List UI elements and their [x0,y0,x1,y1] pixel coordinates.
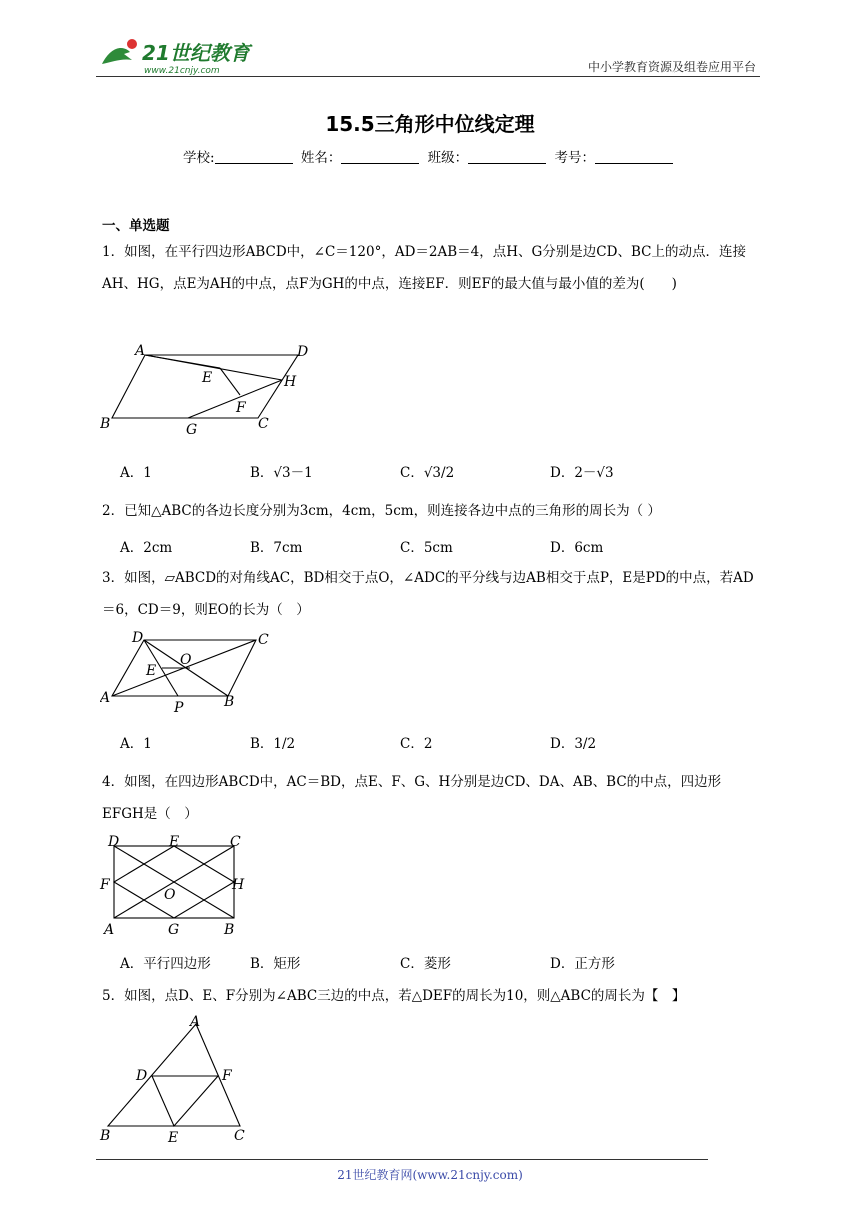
fig4-label-B: B [224,922,235,938]
fig5-label-C: C [234,1128,245,1144]
q3-option-c[interactable]: C．2 [400,736,433,752]
q4-option-d[interactable]: D．正方形 [550,956,615,972]
q2-option-b[interactable]: B．7cm [250,540,303,556]
fig1-label-C: C [258,416,269,432]
student-info-line [0,146,860,166]
q4-option-a[interactable]: A．平行四边形 [120,956,211,972]
fig3-label-P: P [174,700,184,714]
exam-number-blank[interactable] [595,163,673,164]
fig3-label-B: B [224,694,235,710]
fig4-label-O: O [164,887,176,903]
fig1-label-B: B [100,416,111,432]
site-logo [96,34,266,78]
q2-option-c[interactable]: C．5cm [400,540,453,556]
fig1-label-H: H [284,374,297,390]
exam-number-label: 考号： [554,150,595,166]
header-divider [96,76,760,77]
fig1-label-F: F [236,400,246,416]
q4-option-b[interactable]: B．矩形 [250,956,301,972]
q1-option-c[interactable]: C．√3/2 [400,465,455,481]
fig1-label-E: E [202,370,213,386]
figure-5 [98,1010,268,1150]
q4-option-c[interactable]: C．菱形 [400,956,451,972]
q2-option-d[interactable]: D．6cm [550,540,604,556]
class-blank[interactable] [468,163,546,164]
fig5-label-E: E [168,1130,179,1146]
school-label: 学校: [183,150,215,166]
q3-option-d[interactable]: D．3/2 [550,736,597,752]
fig3-label-C: C [258,632,269,648]
header-platform-text: 中小学教育资源及组卷应用平台 [587,60,756,74]
fig4-label-C: C [230,834,241,850]
q1-option-b[interactable]: B．√3－1 [250,465,313,481]
fig5-label-D: D [136,1068,148,1084]
class-label: 班级： [427,150,469,166]
fig4-label-H: H [232,877,245,893]
name-blank[interactable] [341,163,419,164]
fig4-label-G: G [168,922,180,938]
question-3-text: 3．如图，▱ABCD的对角线AC，BD相交于点O，∠ADC的平分线与边AB相交于点P，E是PD的中点，若AD＝6，CD＝9，则EO的长为（ ） [102,570,754,618]
footer-link[interactable]: 21世纪教育网(www.21cnjy.com) [337,1168,523,1182]
page-title: 15.5三角形中位线定理 [325,112,535,136]
question-4-text: 4．如图，在四边形ABCD中，AC＝BD，点E、F、G、H分别是边CD、DA、AB、BC的中点，四边形EFGH是（ ） [102,774,722,822]
fig3-label-E: E [146,663,157,679]
fig3-label-D: D [132,630,144,646]
q3-option-a[interactable]: A．1 [120,736,152,752]
fig3-label-O: O [180,652,192,668]
fig4-label-D: D [108,834,120,850]
fig5-label-F: F [222,1068,232,1084]
fig3-label-A: A [100,690,111,706]
fig1-label-D: D [297,344,309,360]
fig4-label-E: E [169,834,180,850]
runner-icon [102,48,132,64]
figure-1 [100,340,310,444]
figure-3 [100,628,280,718]
logo-url: www.21cnjy.com [144,66,220,76]
question-1-text: 1．如图，在平行四边形ABCD中，∠C＝120°，AD＝2AB＝4，点H、G分别是边CD、BC上的动点．连接AH、HG，点E为AH的中点，点F为GH的中点，连接EF．则EF的最大值与最小值的差为( ) [102,244,746,292]
school-blank[interactable] [215,163,293,164]
q1-option-a[interactable]: A．1 [120,465,152,481]
fig5-label-A: A [190,1014,201,1030]
question-2-text: 2．已知△ABC的各边长度分别为3cm，4cm，5cm，则连接各边中点的三角形的周长为（ ） [102,503,661,519]
fig5-label-B: B [100,1128,111,1144]
fig1-label-G: G [186,422,198,438]
q3-option-b[interactable]: B．1/2 [250,736,296,752]
fig4-label-F: F [100,877,110,893]
figure-4 [98,832,258,942]
q2-option-a[interactable]: A．2cm [120,540,173,556]
q1-option-d[interactable]: D．2－√3 [550,465,614,481]
logo-text: 21世纪教育 [142,41,250,65]
fig4-label-A: A [104,922,115,938]
question-5-text: 5．如图，点D、E、F分别为∠ABC三边的中点，若△DEF的周长为10，则△ABC的周长为【 】 [102,988,686,1004]
section-title: 一、单选题 [102,218,170,234]
fig1-label-A: A [135,343,146,359]
name-label: 姓名： [300,150,342,166]
footer-divider [96,1159,708,1160]
